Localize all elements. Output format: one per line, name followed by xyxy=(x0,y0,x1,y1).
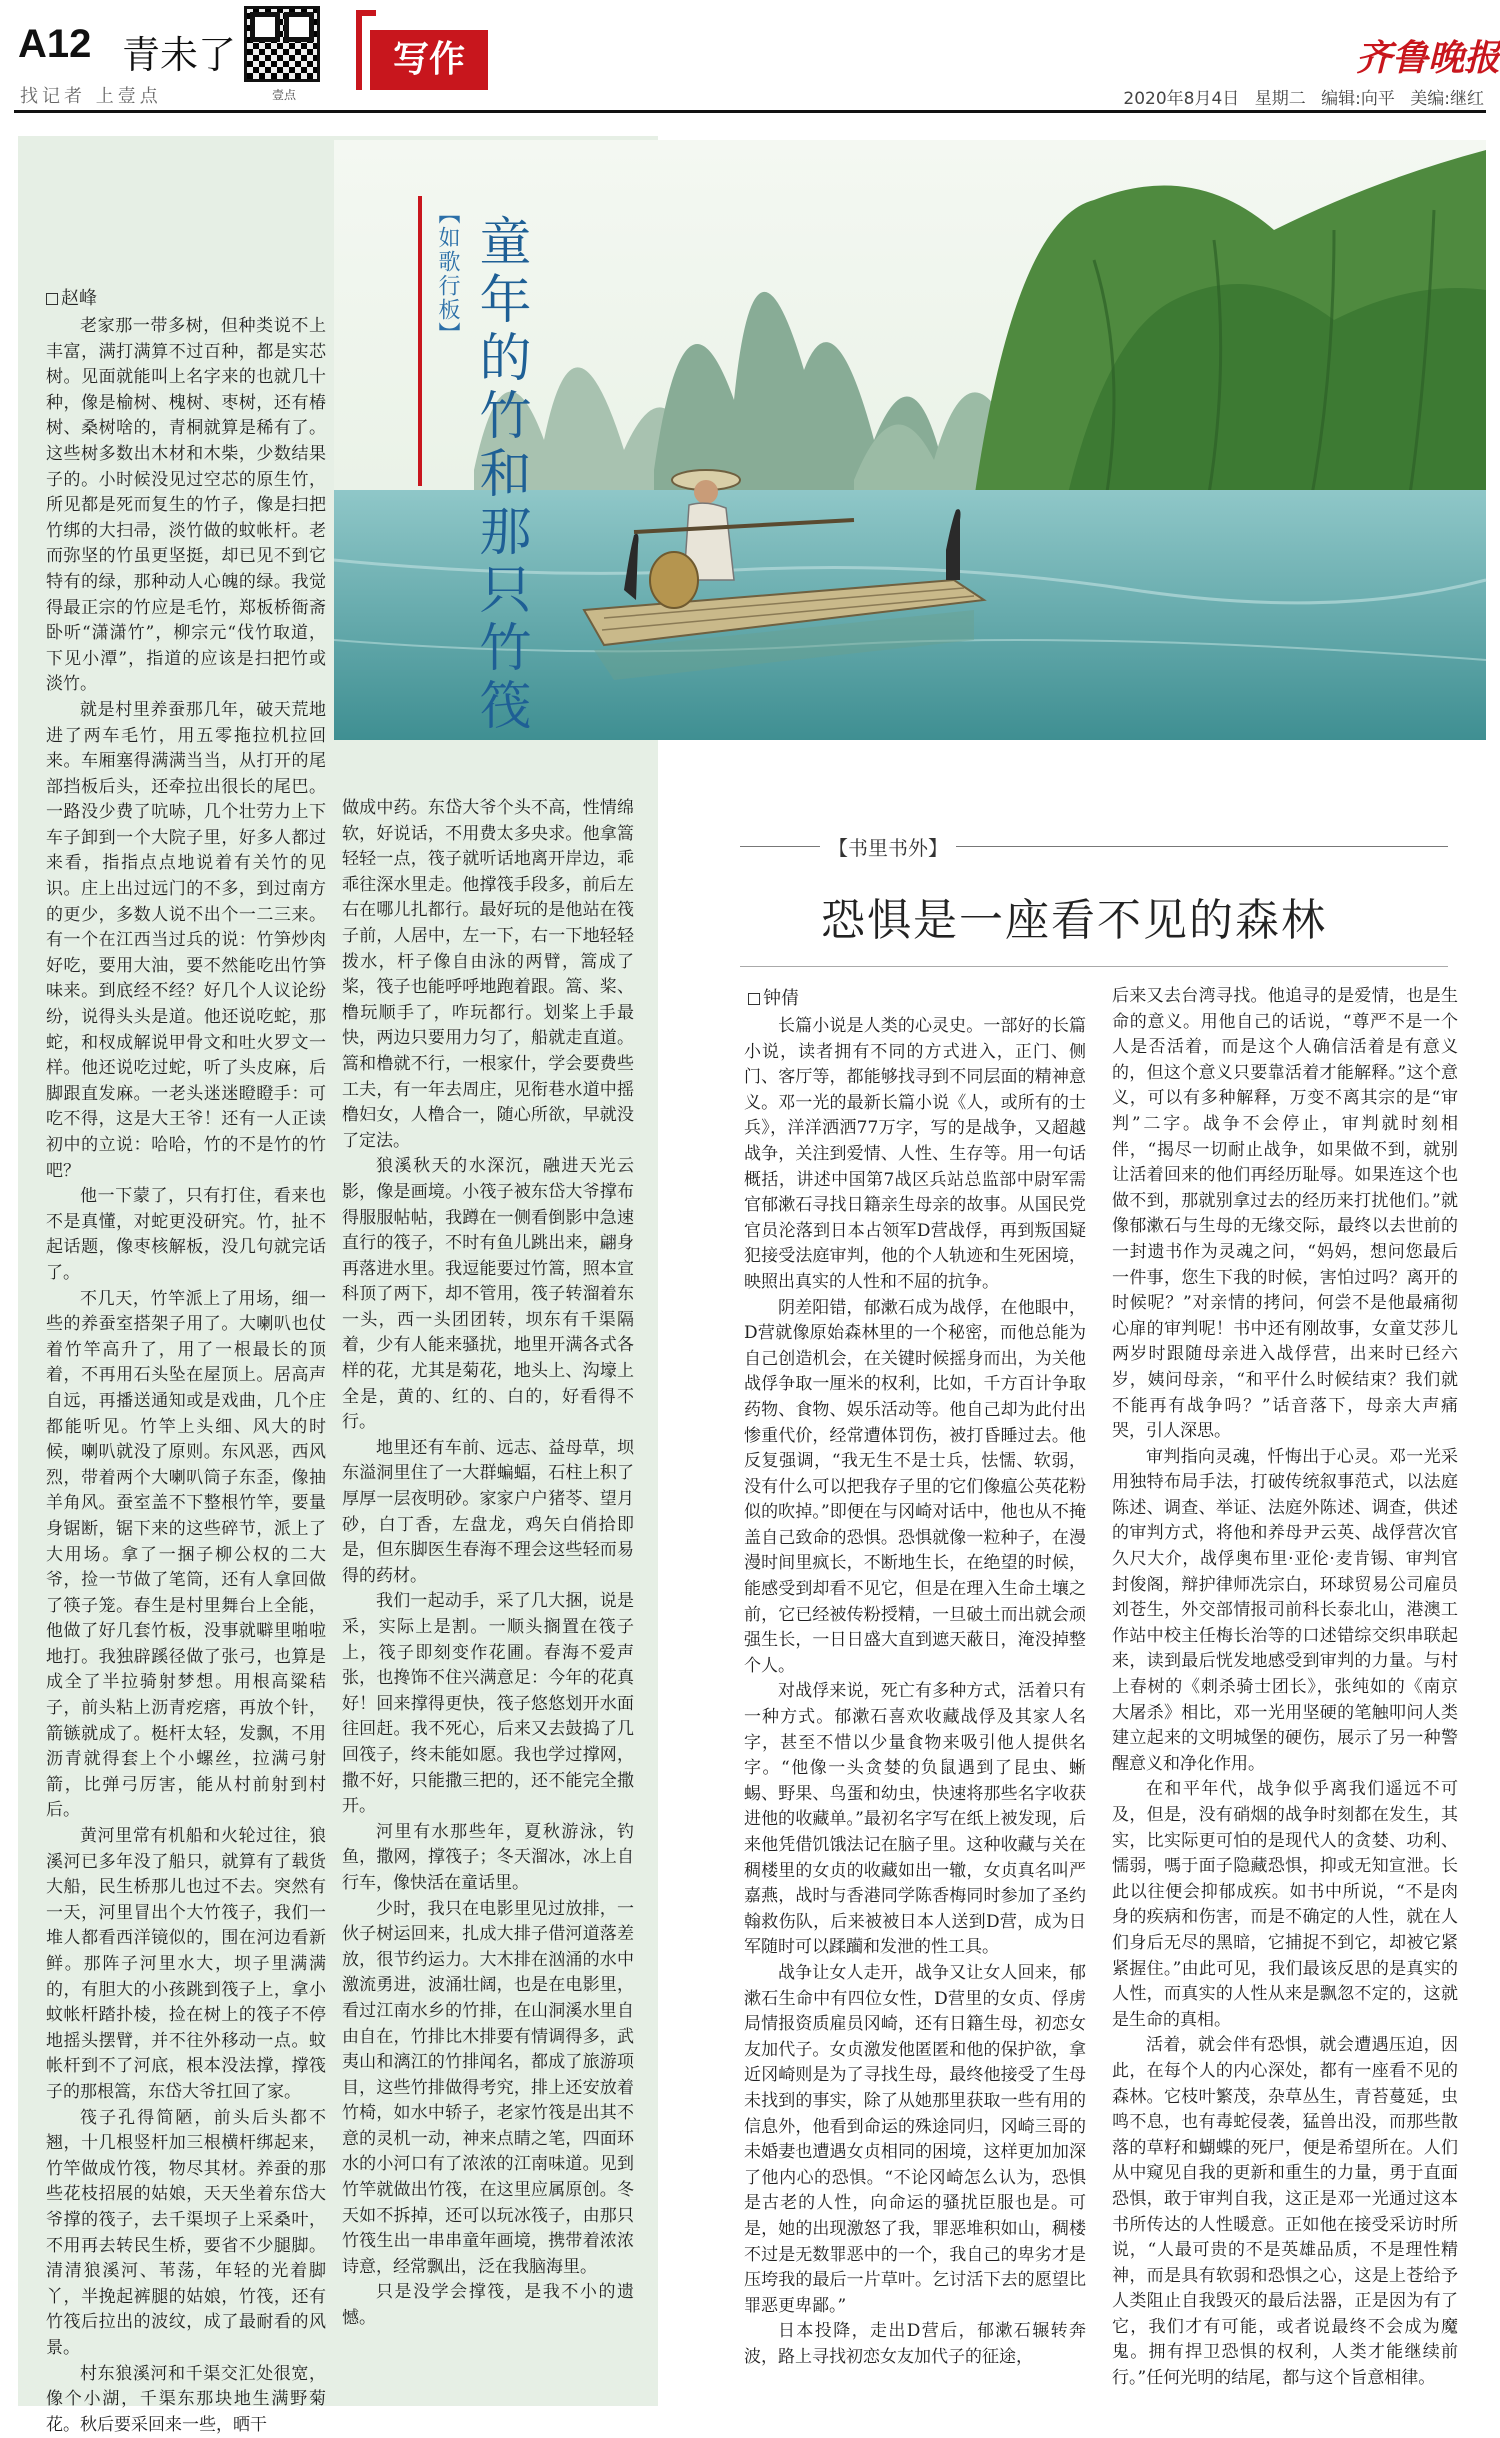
section-name: 青未了 xyxy=(122,24,236,79)
left-article-column-1 xyxy=(46,314,326,2399)
slogan: 找记者 上壹点 xyxy=(20,82,162,108)
article-paragraph: 地里还有车前、远志、益母草，坝东溢洞里住了一大群蝙蝠，石柱上积了厚厚一层夜明砂。家家户户猪苓、望月砂，白丁香，左盘龙，鸡矢白俏拾即是，但东脚医生春海不理会这些轻而易得的药材。 xyxy=(342,1436,634,1590)
article-paragraph: 阴差阳错，郁漱石成为战俘，在他眼中，D营就像原始森林里的一个秘密，而他总能为自己创造机会，在关键时候摇身而出，为关他战俘争取一厘米的权利，比如，千方百计争取药物、食物、娱乐活动等。他自己却为此付出惨重代价，经常遭体罚伤，被打昏睡过去。他反复强调，“我无生不是士兵，怯懦、软弱，没有什么可以把我存子里的它们像瘟公英花粉似的吹掉。”即便在与冈崎对话中，他也从不掩盖自己致命的恐惧。恐惧就像一粒种子，在漫漫时间里疯长，不断地生长，在绝望的时候，能感受到却看不见它，但是在理入生命土壤之前，它已经被传粉授精，一旦破土而出就会顽强生长，一日日盛大直到遮天蔽日，淹没掉整个人。 xyxy=(744,1296,1086,1680)
article-paragraph: 长篇小说是人类的心灵史。一部好的长篇小说，读者拥有不同的方式进入，正门、侧门、客厅等，都能够找寻到不同层面的精神意义。邓一光的最新长篇小说《人，或所有的士兵》，洋洋洒洒77万字，写的是战争，又超越战争，关注到爱情、人性、生存等。用一句话概括，讲述中国第7战区兵站总监部中尉军需官郁漱石寻找日籍亲生母亲的故事。从国民党官员沦落到日本占领军D营战俘，再到叛国疑犯接受法庭审判，他的个人轨迹和生死困境，映照出真实的人性和不屈的抗争。 xyxy=(744,1014,1086,1296)
newspaper-logo: 齐鲁晚报 xyxy=(1356,30,1500,81)
column-tab xyxy=(356,10,516,90)
qr-caption: 壹点 xyxy=(246,86,322,103)
article-paragraph: 河里有水那些年，夏秋游泳，钓鱼，撒网，撑筏子；冬天溜冰，冰上自行车，像快活在童话里。 xyxy=(342,1820,634,1897)
left-article-author: 赵峰 xyxy=(61,288,97,309)
article-paragraph: 黄河里常有机船和火轮过往，狼溪河已多年没了船只，就算有了载货大船，民生桥那儿也过不去。突然有一天，河里冒出个大竹筏子，我们一堆人都看西洋镜似的，围在河边看新鲜。那阵子河里水大，坝子里满满的，有胆大的小孩跳到筏子上，拿小蚊帐杆踏扑棱，捡在树上的筏子不停地摇头摆臂，并不往外移动一点。蚊帐杆到不了河底，根本没法撑，撑筏子的那根篙，东岱大爷扛回了家。 xyxy=(46,1824,326,2106)
article-paragraph: 村东狼溪河和千渠交汇处很宽，像个小湖，千渠东那块地生满野菊花。秋后要采回来一些，晒干 xyxy=(46,2362,326,2438)
column-tab-label: 写作 xyxy=(370,30,488,90)
headline-accent-bar xyxy=(418,196,422,486)
right-article-column-1 xyxy=(744,1014,1086,2404)
article-paragraph: 对战俘来说，死亡有多种方式，活着只有一种方式。郁漱石喜欢收藏战俘及其家人名字，甚至不惜以少量食物来吸引他人提供名字。“他像一头贪婪的负鼠遇到了昆虫、蜥蜴、野果、鸟蛋和幼虫，快速将那些名字收获进他的收藏单。”最初名字写在纸上被发现，后来他凭借饥饿法记在脑子里。这种收藏与关在稠楼里的女贞的收藏如出一辙，女贞真名叫严嘉燕，战时与香港同学陈香梅同时参加了圣约翰救伤队，后来被被日本人送到D营，成为日军随时可以蹂躏和发泄的性工具。 xyxy=(744,1679,1086,1961)
editor-credit: 编辑:向平 xyxy=(1321,89,1395,109)
article-paragraph: 少时，我只在电影里见过放排，一伙子树运回来，扎成大排子借河道落差放，很节约运力。大木排在汹涌的水中激流勇进，波涌壮阔，也是在电影里，看过江南水乡的竹排，在山洞溪水里自由自在，竹排比木排要有情调得多，武夷山和漓江的竹排闻名，都成了旅游项目，这些竹排做得考究，排上还安放着竹椅，如水中轿子，老家竹筏是出其不意的灵机一动，神来点睛之笔，四面环水的小河口有了浓浓的江南味道。见到竹竿就做出竹筏，在这里应属原创。冬天如不拆掉，还可以玩冰筏子，由那只竹筏生出一串串童年画境，携带着浓浓诗意，经常飘出，泛在我脑海里。 xyxy=(342,1897,634,2281)
masthead-rule xyxy=(14,110,1486,113)
article-paragraph: 他一下蒙了，只有打住，看来也不是真懂，对蛇更没研究。竹，扯不起话题，像枣核解板，没几句就完话了。 xyxy=(46,1184,326,1286)
designer-credit: 美编:继红 xyxy=(1410,89,1484,109)
article-paragraph: 只是没学会撑筏，是我不小的遗憾。 xyxy=(342,2280,634,2331)
right-article-byline xyxy=(748,984,799,1010)
article-paragraph: 后来又去台湾寻找。他追寻的是爱情，也是生命的意义。用他自己的话说，“尊严不是一个人是否活着，而是这个人确信活着是有意义的，但这个意义只要靠活着才能解释。”这个意义，可以有多种解释，万变不离其宗的是“审判”二字。战争不会停止，审判就时刻相伴，“揭尽一切耐止战争，如果做不到，就别让活着回来的他们再经历耻辱。如果连这个也做不到，那就别拿过去的经历来打扰他们。”就像郁漱石与生母的无缘交际，最终以去世前的一封遗书作为灵魂之问，“妈妈，想问您最后一件事，您生下我的时候，害怕过吗？离开的时候呢？”对亲情的拷问，何尝不是他最痛彻心扉的审判呢！书中还有刚故事，女童艾莎儿两岁时跟随母亲进入战俘营，出来时已经六岁，姨问母亲，“和平什么时候结束？我们就不能再有战争吗？”话音落下，母亲大声痛哭，引人深思。 xyxy=(1112,984,1458,1445)
article-paragraph: 就是村里养蚕那几年，破天荒地进了两车毛竹，用五零拖拉机拉回来。车厢塞得满满当当，从打开的尾部挡板后头，还牵拉出很长的尾巴。一路没少费了吭哧，几个壮劳力上下车子卸到一个大院子里，好多人都过来看，指指点点地说着有关竹的见识。庄上出过远门的不多，到过南方的更少，多数人说不出个一二三来。有一个在江西当过兵的说：竹笋炒肉好吃，要用大油，要不然能吃出竹笋味来。到底经不经？好几个人议论纷纷，说得头头是道。他还说吃蛇，那蛇，和杈成解说甲骨文和吐火罗文一样。他还说吃过蛇，听了头皮麻，后脚跟直发麻。一老头迷迷瞪瞪手：可吃不得，这是大王爷！还有一人正读初中的立说：哈哈，竹的不是竹的竹吧？ xyxy=(46,698,326,1184)
article-paragraph: 审判指向灵魂，忏悔出于心灵。邓一光采用独特布局手法，打破传统叙事范式，以法庭陈述、调查、举证、法庭外陈述、调查，供述的审判方式，将他和养母尹云英、战俘营次官久尺大介，战俘奥布里·亚伦·麦肯锡、审判官封俊阁，辩护律师冼宗白，环球贸易公司雇员刘苍生，外交部情报司前科长泰北山，港澳工作站中校主任梅长治等的口述错综交织串联起来，读到最后恍发地感受到审判的力量。与村上春树的《刺杀骑士团长》，张纯如的《南京大屠杀》相比，邓一光用坚硬的笔触叩问人类建立起来的文明城堡的硬伤，展示了另一种警醒意义和净化作用。 xyxy=(1112,1445,1458,1778)
article-paragraph: 老家那一带多树，但种类说不上丰富，满打满算不过百种，都是实芯树。见面就能叫上名字来的也就几十种，像是榆树、槐树、枣树，还有椿树、桑树啥的，青桐就算是稀有了。这些树多数出木材和木柴，少数结果子的。小时候没见过空芯的原生竹，所见都是死而复生的竹子，像是扫把竹绑的大扫帚，淡竹做的蚊帐杆。老而弥坚的竹虽更坚挺，却已见不到它特有的绿，那种动人心魄的绿。我觉得最正宗的竹应是毛竹，郑板桥衙斋卧听“潇潇竹”，柳宗元“伐竹取道，下见小潭”，指道的应该是扫把竹或淡竹。 xyxy=(46,314,326,698)
left-article-kicker: 【如歌行板】 xyxy=(432,202,463,346)
left-article-byline xyxy=(46,284,97,310)
article-paragraph: 狼溪秋天的水深沉，融进天光云影，像是画境。小筏子被东岱大爷撑布得服服帖帖，我蹲在一侧看倒影中急速直行的筏子，不时有鱼儿跳出来，翩身再落进水里。我逗能要过竹篙，照本宣科顶了两下，却不管用，筏子转溜着东一头，西一头团团转，坝东有千渠隔着，少有人能来骚扰，地里开满各式各样的花，尤其是菊花，地头上、沟壕上全是，黄的、红的、白的，好看得不行。 xyxy=(342,1154,634,1436)
article-paragraph: 战争让女人走开，战争又让女人回来，郁漱石生命中有四位女性，D营里的女贞、俘虏局情报资质雇员冈崎，还有日籍生母，初恋女友加代子。女贞激发他匿匿和他的保护欲，拿近冈崎则是为了寻找生母，最终他接受了生母未找到的事实，除了从她那里获取一些有用的信息外，他看到命运的殊途同归，冈崎三哥的未婚妻也遭遇女贞相同的困境，这样更加加深了他内心的恐惧。“不论冈崎怎么认为，恐惧是古老的人性，向命运的骚扰臣服也是。可是，她的出现激怒了我，罪恶堆积如山，稠楼不过是无数罪恶中的一个，我自己的卑劣才是压垮我的最后一片草叶。乞讨活下去的愿望比罪恶更卑鄙。” xyxy=(744,1961,1086,2319)
qr-code-icon[interactable] xyxy=(244,6,320,82)
right-article-headline: 恐惧是一座看不见的森林 xyxy=(670,884,1478,948)
article-paragraph: 我们一起动手，采了几大捆，说是采，实际上是割。一顺头搁置在筏子上，筏子即刻变作花圃。春海不爱声张，也搀饰不住兴满意足：今年的花真好！回来撑得更快，筏子悠悠划开水面往回赶。我不死心，后来又去鼓捣了几回筏子，终未能如愿。我也学过撑网，撒不好，只能撒三把的，还不能完全撒开。 xyxy=(342,1589,634,1819)
masthead xyxy=(0,0,1500,118)
article-paragraph: 在和平年代，战争似乎离我们遥远不可及，但是，没有硝烟的战争时刻都在发生，其实，比实际更可怕的是现代人的贪婪、功利、懦弱，嗎于面子隐藏恐惧，抑或无知宣泄。长此以往便会抑郁成疾。如书中所说，“不是肉身的疾病和伤害，而是不确定的人性，就在人们身后无尽的黑暗，它捕捉不到它，却被它紧紧握住。”由此可见，我们最该反思的是真实的人性，而真实的人性从来是飘忽不定的，这就是生命的真相。 xyxy=(1112,1777,1458,2033)
article-paragraph: 不几天，竹竿派上了用场，细一些的养蚕室搭架子用了。大喇叭也仗着竹竿高升了，用了一根最长的顶着，不再用石头坠在屋顶上。居高声自远，再播送通知或是戏曲，几个庄都能听见。竹竿上头细、风大的时候，喇叭就没了原则。东风恶，西风烈，带着两个大喇叭筒子东歪，像抽羊角风。蚕室盖不下整根竹竿，要量身锯断，锯下来的这些碎节，派上了大用场。拿了一捆子柳公权的二大爷，捡一节做了笔筒，还有人拿回做了筷子笼。春生是村里舞台上全能，他做了好几套竹板，没事就噼里啪啦地打。我独辟蹊径做了张弓，也算是成全了半拉骑射梦想。用根高粱秸子，前头粘上沥青疙瘩，再放个针，箭镞就成了。梃杆太轻，发飘，不用沥青就得套上个小螺丝，拉满弓射箭，比弹弓厉害，能从村前射到村后。 xyxy=(46,1287,326,1824)
left-article-headline: 童年的竹和那只竹筏 xyxy=(470,214,530,736)
issue-weekday: 星期二 xyxy=(1255,89,1306,109)
article-paragraph: 筏子孔得简陋，前头后头都不翘，十几根竖杆加三根横杆绑起来，竹竿做成竹筏，物尽其材。养蚕的那些花枝招展的姑娘，天天坐着东岱大爷撑的筏子，去千渠坝子上采桑叶，不用再去转民生桥，要省不少腿脚。清清狼溪河、苇荡，年轻的光着脚丫，半挽起裤腿的姑娘，竹筏，还有竹筏后拉出的波纹，成了最耐看的风景。 xyxy=(46,2106,326,2362)
article-paragraph: 活着，就会伴有恐惧，就会遭遇压迫，因此，在每个人的内心深处，都有一座看不见的森林。它枝叶繁茂，杂草丛生，青苔蔓延，虫鸣不息，也有毒蛇侵袭，猛兽出没，而那些散落的草籽和蝴蝶的死尸，便是希望所在。人们从中窥见自我的更新和重生的力量，勇于直面恐惧，敢于审判自我，这正是邓一光通过这本书所传达的人性暖意。正如他在接受采访时所说，“人最可贵的不是英雄品质，不是理性精神，而是具有软弱和恐惧之心，这是上苍给予人类阻止自我毁灭的最后法器，正是因为有了它，我们才有可能，或者说最终不会成为魔鬼。拥有捍卫恐惧的权利，人类才能继续前行。”任何光明的结尾，都与这个旨意相律。 xyxy=(1112,2033,1458,2391)
right-article-author: 钟倩 xyxy=(763,988,799,1009)
right-article-kicker: 【书里书外】 xyxy=(820,832,956,861)
page-number: A12 xyxy=(18,22,91,67)
byline-box-icon xyxy=(748,993,760,1005)
left-article-column-2 xyxy=(342,796,634,2402)
sidebar-title-rule xyxy=(740,966,1448,967)
article-paragraph: 做成中药。东岱大爷个头不高，性情绵软，好说话，不用费太多央求。他拿篙轻轻一点，筏子就听话地离开岸边，乖乖往深水里走。他撑筏手段多，前后左右在哪儿扎都行。最好玩的是他站在筏子前，人居中，左一下，右一下地轻轻拨水，杆子像自由泳的两臂，篙成了桨，筏子也能呼呼地跑着跟。篙、桨、橹玩顺手了，咋玩都行。划桨上手最快，两边只要用力匀了，船就走直道。篙和橹就不行，一根家什，学会要费些工夫，有一年去周庄，见衔巷水道中摇橹妇女，人橹合一，随心所欲，早就没了定法。 xyxy=(342,796,634,1154)
article-paragraph: 日本投降，走出D营后，郁漱石辗转奔波，路上寻找初恋女友加代子的征途， xyxy=(744,2319,1086,2370)
byline-box-icon xyxy=(46,293,58,305)
right-article-column-2 xyxy=(1112,984,1458,2404)
issue-date: 2020年8月4日 xyxy=(1123,89,1239,109)
dateline xyxy=(1123,84,1484,109)
